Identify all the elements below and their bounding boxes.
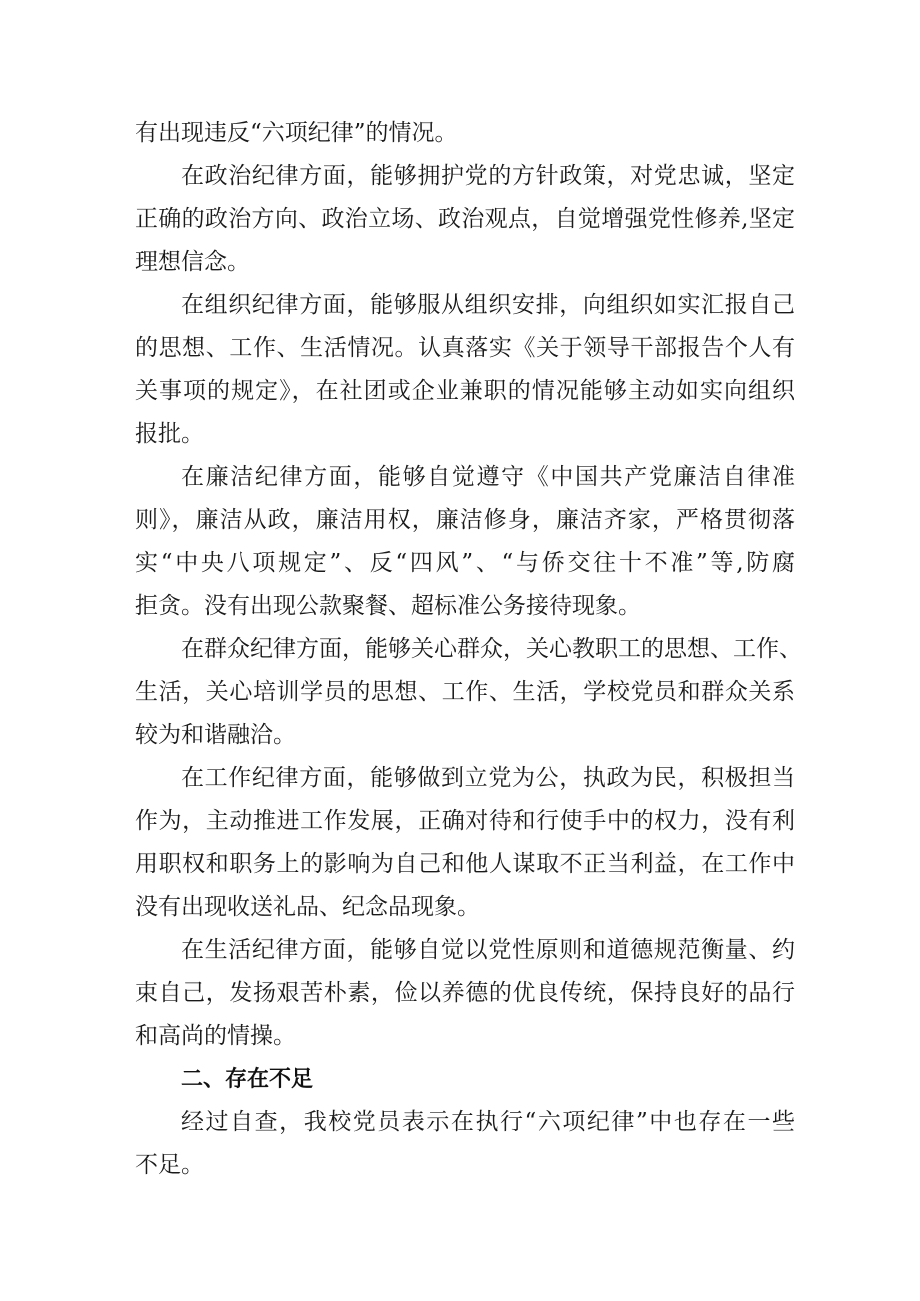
text-line: 在政治纪律方面，能够拥护党的方针政策，对党忠诚，坚定 xyxy=(181,163,795,189)
paragraph-work-discipline xyxy=(135,757,795,929)
text-line: 在生活纪律方面，能够自觉以党性原则和道德规范衡量、约 xyxy=(181,937,795,963)
text-line: 用职权和职务上的影响为自己和他人谋取不正当利益，在工作中 xyxy=(135,851,795,877)
text-line: 没有出现收送礼品、纪念品现象。 xyxy=(135,894,480,920)
paragraph-continuation xyxy=(135,112,795,155)
text-line: 拒贪。没有出现公款聚餐、超标准公务接待现象。 xyxy=(135,593,641,619)
text-line: 作为，主动推进工作发展，正确对待和行使手中的权力，没有利 xyxy=(135,808,795,834)
text-line: 经过自查，我校党员表示在执行“六项纪律”中也存在一些 xyxy=(181,1109,795,1135)
text-line: 不足。 xyxy=(135,1152,204,1178)
section-heading: 二、存在不足 xyxy=(181,1067,314,1092)
text-line: 和高尚的情操。 xyxy=(135,1023,296,1049)
text-line: 理想信念。 xyxy=(135,249,250,275)
text-line: 则》，廉洁从政，廉洁用权，廉洁修身，廉洁齐家，严格贯彻落 xyxy=(135,507,795,533)
paragraph-shortcomings xyxy=(135,1101,795,1187)
text-line: 关事项的规定》，在社团或企业兼职的情况能够主动如实向组织 xyxy=(135,378,795,404)
text-line: 生活，关心培训学员的思想、工作、生活，学校党员和群众关系 xyxy=(135,679,795,705)
text-line: 在廉洁纪律方面，能够自觉遵守《中国共产党廉洁自律准 xyxy=(181,464,795,490)
paragraph-life-discipline xyxy=(135,929,795,1058)
paragraph-political-discipline xyxy=(135,155,795,284)
text-line: 在群众纪律方面，能够关心群众，关心教职工的思想、工作、 xyxy=(181,636,802,662)
paragraph-organizational-discipline xyxy=(135,284,795,456)
paragraph-integrity-discipline xyxy=(135,456,795,628)
text-line: 有出现违反“六项纪律”的情况。 xyxy=(135,120,458,146)
text-line: 实“中央八项规定”、反“四风”、“与侨交往十不准”等,防腐 xyxy=(135,550,795,576)
text-line: 报批。 xyxy=(135,421,204,447)
text-line: 的思想、工作、生活情况。认真落实《关于领导干部报告个人有 xyxy=(135,335,795,361)
text-line: 较为和谐融洽。 xyxy=(135,722,296,748)
text-line: 束自己，发扬艰苦朴素，俭以养德的优良传统，保持良好的品行 xyxy=(135,980,795,1006)
text-line: 正确的政治方向、政治立场、政治观点，自觉增强党性修养,坚定 xyxy=(135,206,795,232)
text-line: 在工作纪律方面，能够做到立党为公，执政为民，积极担当 xyxy=(181,765,795,791)
text-line: 在组织纪律方面，能够服从组织安排，向组织如实汇报自己 xyxy=(181,292,795,318)
paragraph-mass-discipline xyxy=(135,628,802,757)
document-body xyxy=(135,112,802,1187)
